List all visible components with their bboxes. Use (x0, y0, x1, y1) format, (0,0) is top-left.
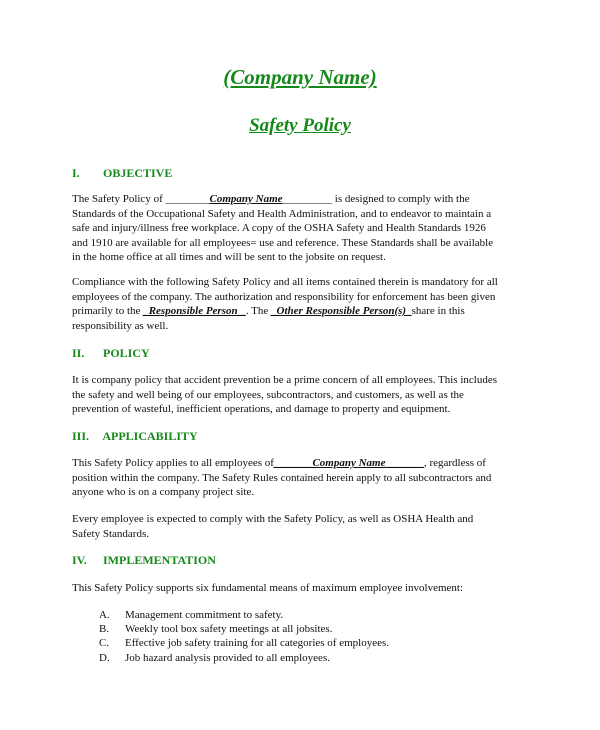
text-line (72, 456, 542, 471)
text-line: responsibility as well. (72, 319, 169, 332)
text-line: Every employee is expected to comply with the Safety Policy, as well as OSHA Health and (72, 513, 474, 525)
text-line: This Safety Policy supports six fundamental means of maximum employee involvement: (72, 582, 464, 594)
text-segment: _________ is designed to comply with the (282, 193, 470, 205)
policy-paragraph (72, 373, 542, 417)
text-segment: . The (245, 305, 272, 318)
list-item-letter: B. (99, 623, 110, 636)
section-number: IV. (72, 553, 87, 567)
text-line: employees of the company. The authorization and responsibility for enforcement has been given (72, 290, 496, 303)
section-heading-implementation (72, 553, 216, 567)
list-item (99, 651, 389, 665)
section-heading-text: IMPLEMENTATION (103, 553, 216, 567)
applicability-paragraph-1 (72, 456, 542, 500)
list-item-letter: A. (99, 609, 110, 621)
objective-paragraph-1 (72, 192, 542, 265)
fill-in-responsible-person: _Responsible Person _ (143, 305, 246, 318)
list-item-text: Job hazard analysis provided to all employees. (125, 651, 330, 664)
text-line: safe and injury/illness free workplace. A copy of the OSHA Safety and Health Standards 1926 (72, 222, 486, 235)
text-segment: This Safety Policy applies to all employees of (72, 457, 274, 469)
list-item-text: Weekly tool box safety meetings at all jobsites. (125, 623, 333, 636)
text-segment: share in this (411, 305, 465, 318)
list-item-letter: D. (99, 651, 110, 664)
section-heading-applicability (72, 429, 198, 443)
text-line: Safety Standards. (72, 527, 149, 540)
text-segment: , regardless of (423, 457, 486, 469)
implementation-list (99, 608, 389, 665)
implementation-intro (72, 581, 542, 596)
document-title: Safety Policy (249, 115, 351, 136)
list-item (99, 622, 389, 636)
fill-in-other-responsible-persons: _Other Responsible Person(s)_ (271, 305, 412, 318)
text-line (72, 304, 542, 319)
text-segment: The Safety Policy of ________ (72, 193, 210, 205)
section-number: I. (72, 166, 80, 180)
company-name-title: (Company Name) (223, 65, 377, 89)
objective-paragraph-2 (72, 275, 542, 333)
list-item-letter: C. (99, 637, 110, 650)
list-item (99, 608, 389, 622)
text-line: prevention of wasteful, inefficient operations, and damage to property and equipment. (72, 403, 451, 416)
text-line: It is company policy that accident prevention be a prime concern of all employees. This includes (72, 374, 497, 386)
text-line: Compliance with the following Safety Policy and all items contained therein is mandatory for all (72, 276, 498, 288)
section-heading-text: POLICY (103, 346, 150, 360)
text-line: and 1910 are available for all employees= use and reference. These Standards shall be available (72, 236, 494, 249)
section-number: II. (72, 346, 85, 360)
list-item (99, 636, 389, 650)
text-line: Standards of the Occupational Safety and Health Administration, and to endeavor to maintain a (72, 207, 492, 220)
text-line: anyone who is on a company project site. (72, 486, 255, 499)
section-heading-text: APPLICABILITY (102, 429, 198, 443)
section-number: III. (72, 429, 90, 443)
fill-in-company-name: Company Name (209, 193, 283, 205)
fill-in-company-name: _______Company Name_______ (273, 457, 424, 469)
text-line: position within the company. The Safety Rules contained herein apply to all subcontractors and (72, 471, 492, 484)
text-line (72, 192, 542, 207)
list-item-text: Management commitment to safety. (125, 609, 284, 621)
text-line: in the home office at all times and will be sent to the jobsite on request. (72, 251, 386, 264)
applicability-paragraph-2 (72, 512, 542, 541)
list-item-text: Effective job safety training for all categories of employees. (125, 637, 389, 650)
section-heading-policy (72, 346, 150, 360)
text-segment: primarily to the (72, 305, 144, 318)
section-heading-objective (72, 166, 172, 180)
section-heading-text: OBJECTIVE (103, 166, 173, 180)
text-line: the safety and well being of our employees, subcontractors, and customers, as well as the (72, 388, 464, 401)
